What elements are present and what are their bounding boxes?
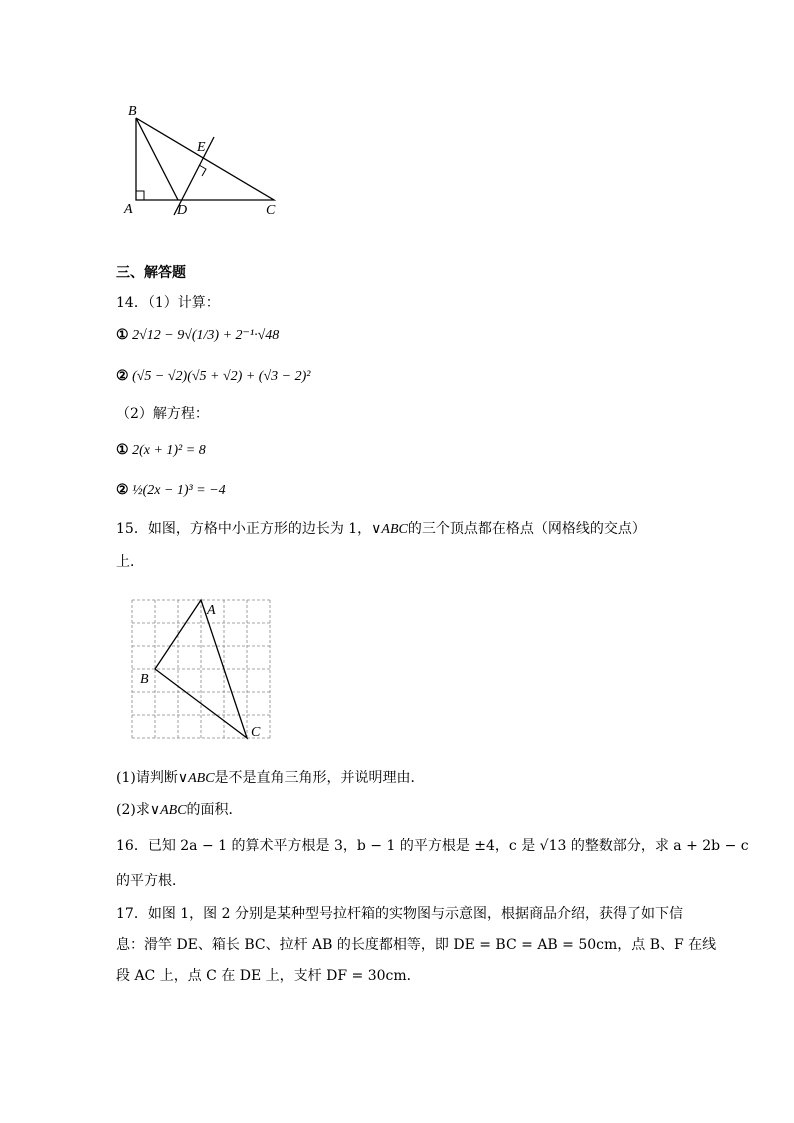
grid-triangle-figure <box>120 590 290 750</box>
fig1-label-C: C <box>266 203 276 218</box>
q14-item-3-num: ① <box>116 443 129 458</box>
q15-part-1-b: 是不是直角三角形，并说明理由． <box>214 770 425 786</box>
q15-line-1-triangle: ∨ABC <box>371 522 408 537</box>
q15-part-1-a: (1)请判断 <box>116 770 178 786</box>
q16-line-2: 的平方根． <box>116 873 186 889</box>
q14-item-1 <box>116 329 279 343</box>
q15-part-2 <box>116 803 243 818</box>
fig2-label-C: C <box>251 725 261 740</box>
q16-line-1: 16．已知 2a − 1 的算术平方根是 3，b − 1 的平方根是 ±4，c 是 √13 的整数部分，求 a + 2b − c <box>116 838 749 854</box>
q14-item-4-expr: ½(2x − 1)³ = −4 <box>132 483 226 498</box>
q15-part-1-triangle: ∨ABC <box>177 771 215 786</box>
fig1-label-E: E <box>197 140 206 155</box>
fig1-label-D: D <box>177 203 188 218</box>
q14-item-1-expr: 2√12 − 9√(1/3) + 2⁻¹·√48 <box>132 328 280 343</box>
fig2-label-B: B <box>140 672 149 687</box>
q14-item-2 <box>116 370 310 384</box>
section-title: 三、解答题 <box>116 265 186 281</box>
q14-item-3 <box>116 444 206 458</box>
q15-part-1 <box>116 771 425 786</box>
q15-part-2-a: (2)求 <box>116 802 150 818</box>
q17-line-2: 息：滑竿 DE、箱长 BC、拉杆 AB 的长度都相等，即 DE = BC = AB = 50cm，点 B、F 在线 <box>116 937 717 953</box>
q14-item-2-expr: (√5 − √2)(√5 + √2) + (√3 − 2)² <box>132 369 311 384</box>
q14-item-1-num: ① <box>116 328 129 343</box>
q15-line-1-a: 15．如图，方格中小正方形的边长为 1， <box>116 521 372 537</box>
q15-line-1 <box>116 522 646 537</box>
q15-line-2: 上． <box>116 554 144 570</box>
q15-part-2-triangle: ∨ABC <box>149 803 187 818</box>
fig1-label-B: B <box>128 104 137 119</box>
q14-item-4-num: ② <box>116 483 129 498</box>
q14-sub-2: （2）解方程： <box>116 406 209 422</box>
fig2-label-A: A <box>207 603 216 618</box>
q17-line-1: 17．如图 1，图 2 分别是某种型号拉杆箱的实物图与示意图，根据商品介绍，获得了如下信 <box>116 906 683 922</box>
q14-item-3-expr: 2(x + 1)² = 8 <box>132 443 206 458</box>
fig1-label-A: A <box>124 202 133 217</box>
q14-heading: 14．（1）计算： <box>116 295 220 311</box>
triangle-figure-1 <box>110 95 310 225</box>
q14-item-4 <box>116 484 226 498</box>
q15-part-2-b: 的面积． <box>186 802 243 818</box>
q15-line-1-b: 的三个顶点都在格点（网格线的交点） <box>407 521 646 537</box>
q17-line-3: 段 AC 上，点 C 在 DE 上，支杆 DF = 30cm． <box>116 968 421 984</box>
q14-item-2-num: ② <box>116 369 129 384</box>
